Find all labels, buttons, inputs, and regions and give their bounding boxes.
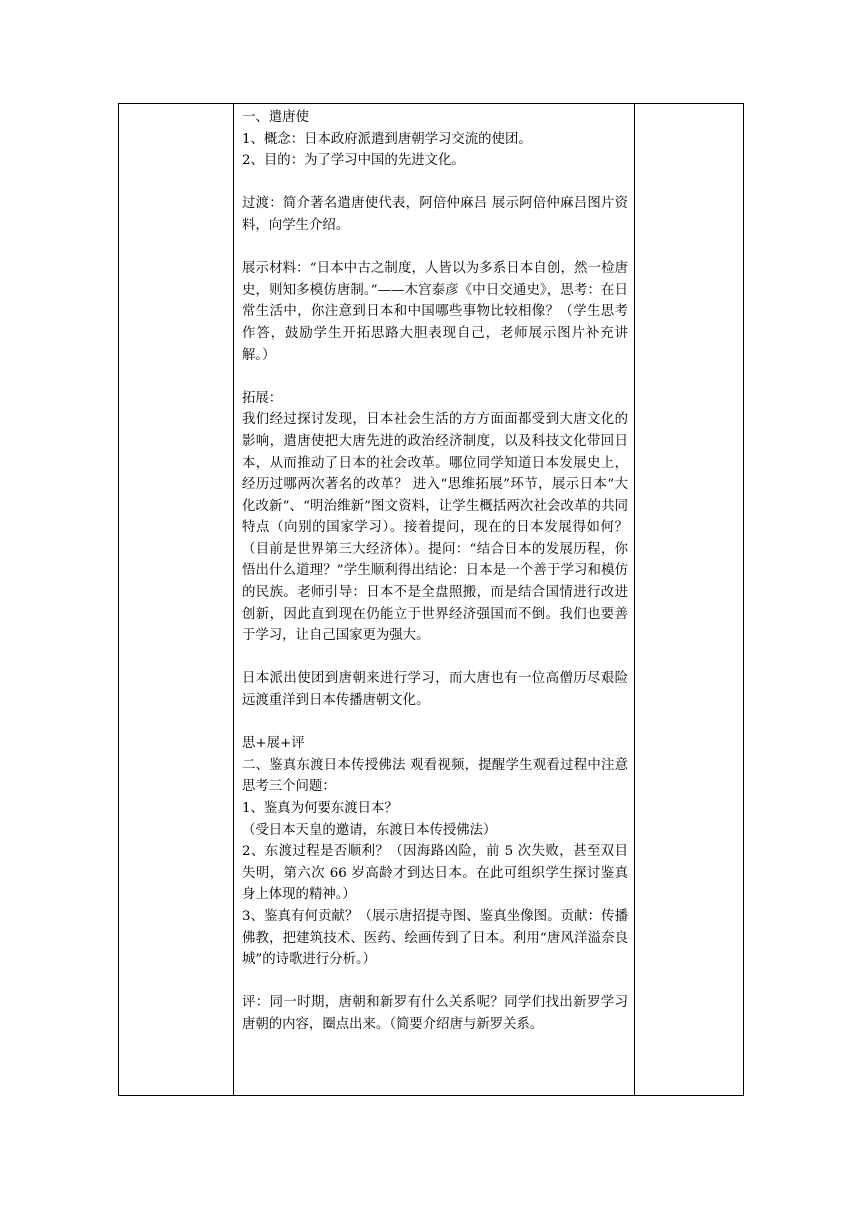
answer-1: （受日本天皇的邀请，东渡日本传授佛法） [242, 822, 497, 838]
question-2: 2、东渡过程是否顺利？（因海路凶险，前 5 次失败，甚至双目失明，第六次 66 岁高龄才到达日本。在此可组织学生探讨鉴真身上体现的精神。） [242, 844, 628, 903]
extension-title: 拓展： [242, 390, 283, 406]
right-column-cell [635, 104, 744, 1096]
paragraph-gap [242, 971, 628, 993]
lesson-plan-table [118, 103, 744, 1096]
evaluate-paragraph: 评：同一时期，唐朝和新罗有什么关系呢？同学们找出新罗学习唐朝的内容，圈点出来。（简要介绍唐与新罗关系。 [242, 995, 628, 1032]
content-column-cell [234, 104, 635, 1096]
paragraph-gap [242, 366, 628, 388]
section2-title: 二、鉴真东渡日本传授佛法 观看视频，提醒学生观看过程中注意思考三个问题： [242, 757, 628, 795]
question-1: 1、鉴真为何要东渡日本？ [242, 801, 398, 816]
question-3: 3、鉴真有何贡献？（展示唐招提寺图、鉴真坐像图。贡献：传播佛教，把建筑技术、医药、绘画传到了日本。利用“唐风洋溢奈良城”的诗歌进行分析。） [242, 908, 628, 968]
paragraph-gap [242, 237, 628, 259]
paragraph-gap [242, 172, 628, 194]
extension-paragraph: 我们经过探讨发现，日本社会生活的方方面面都受到大唐文化的影响，遣唐使把大唐先进的政治经济制度，以及科技文化带回日本，从而推动了日本的社会改革。哪位同学知道日本发展史上，经历过哪两次著名的改革？ 进入“思维拓展”环节，展示日本“大化改新”、“明治维新”图文资料，让学生概括两次社会改革的共同特点（向别的国家学习）。接着提问，现在的日本发展得如何？（目前是世界第三大经济体）。提问：“结合日本的发展历程，你悟出什么道理？”学生顺利得出结论：日本是一个善于学习和模仿的民族。老师引导：日本不是全盘照搬，而是结合国情进行改进创新，因此直到现在仍能立于世界经济强国而不倒。我们也要善于学习，让自己国家更为强大。 [242, 412, 628, 644]
section1-title: 一、遣唐使 [242, 110, 309, 125]
table-row [119, 104, 744, 1096]
material-paragraph: 展示材料：“日本中古之制度，人皆以为多系日本自创，然一检唐史，则知多模仿唐制。”——木宫泰彦《中日交通史》，思考：在日常生活中，你注意到日本和中国哪些事物比较相像？（学生思考作答，鼓励学生开拓思路大胆表现自己，老师展示图片补充讲解。） [242, 261, 628, 363]
paragraph-gap [242, 712, 628, 734]
purpose-line: 2、目的：为了学习中国的先进文化。 [242, 153, 465, 169]
bridge-paragraph: 日本派出使团到唐朝来进行学习，而大唐也有一位高僧历尽艰险远渡重洋到日本传播唐朝文化。 [242, 671, 628, 709]
think-label: 思+展+评 [242, 736, 305, 752]
lesson-content [234, 104, 634, 1036]
paragraph-gap [242, 647, 628, 669]
left-column-cell [119, 104, 234, 1096]
transition-paragraph: 过渡：简介著名遣唐使代表，阿倍仲麻吕 展示阿倍仲麻吕图片资料，向学生介绍。 [242, 196, 628, 233]
concept-line: 1、概念：日本政府派遣到唐朝学习交流的使团。 [242, 131, 532, 147]
